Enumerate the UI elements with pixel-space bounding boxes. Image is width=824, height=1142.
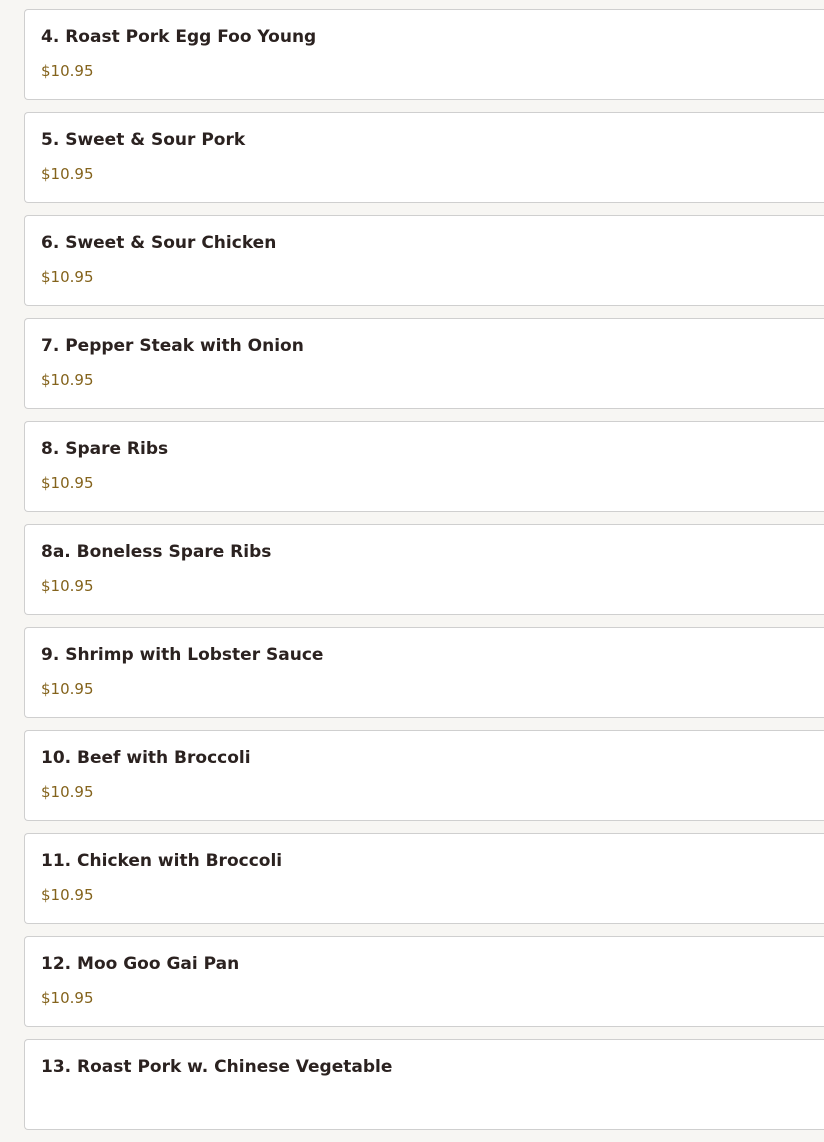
menu-item-list [24, 0, 824, 1142]
menu-item-name: 13. Roast Pork w. Chinese Vegetable [41, 1057, 393, 1077]
menu-item-price: $10.95 [41, 165, 94, 183]
menu-item-card[interactable] [24, 524, 824, 615]
menu-item-name: 4. Roast Pork Egg Foo Young [41, 27, 317, 47]
menu-item-card[interactable] [24, 936, 824, 1027]
menu-item-card[interactable] [24, 833, 824, 924]
menu-item-card[interactable] [24, 1039, 824, 1130]
menu-item-name: 7. Pepper Steak with Onion [41, 336, 304, 356]
menu-item-price: $10.95 [41, 886, 94, 904]
menu-item-card[interactable] [24, 215, 824, 306]
menu-item-name: 8. Spare Ribs [41, 439, 169, 459]
menu-item-name: 12. Moo Goo Gai Pan [41, 954, 240, 974]
menu-item-price: $10.95 [41, 989, 94, 1007]
menu-item-price: $10.95 [41, 577, 94, 595]
menu-item-name: 9. Shrimp with Lobster Sauce [41, 645, 324, 665]
menu-item-card[interactable] [24, 9, 824, 100]
menu-item-card[interactable] [24, 421, 824, 512]
menu-item-price: $10.95 [41, 371, 94, 389]
menu-item-name: 10. Beef with Broccoli [41, 748, 251, 768]
menu-item-price: $10.95 [41, 783, 94, 801]
menu-item-price: $10.95 [41, 268, 94, 286]
menu-item-price: $10.95 [41, 474, 94, 492]
menu-item-card[interactable] [24, 318, 824, 409]
menu-item-card[interactable] [24, 627, 824, 718]
menu-item-card[interactable] [24, 112, 824, 203]
menu-item-name: 11. Chicken with Broccoli [41, 851, 283, 871]
menu-item-name: 5. Sweet & Sour Pork [41, 130, 246, 150]
menu-item-price: $10.95 [41, 680, 94, 698]
menu-item-card[interactable] [24, 730, 824, 821]
menu-item-name: 8a. Boneless Spare Ribs [41, 542, 272, 562]
menu-item-name: 6. Sweet & Sour Chicken [41, 233, 277, 253]
menu-item-price: $10.95 [41, 62, 94, 80]
